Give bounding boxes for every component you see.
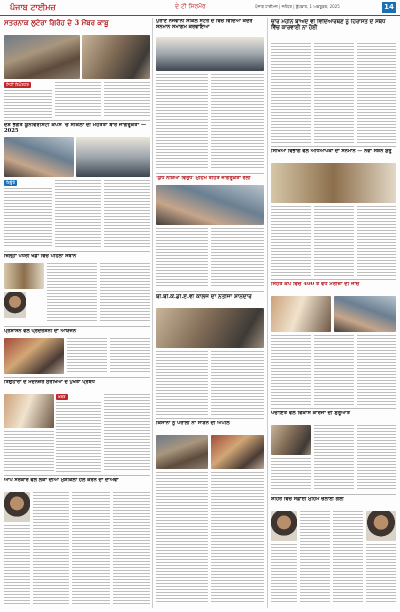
article-text [357,43,396,143]
news-photo [4,263,44,289]
article-text [211,351,264,415]
article-text [56,402,101,472]
article-text [211,74,264,170]
headline-1: ਸਤਰਨਾਕ ਲੁਟੇਰਾ ਗਿਰੋਹ ਦੇ 3 ਮੈਂਬਰ ਕਾਬੂ [4,19,109,27]
article-text [55,82,101,118]
news-photo [334,296,396,332]
headline-7: ਬੀ.ਬੀ.ਕੇ.ਡੀ.ਏ.ਵੀ ਕਾਲਜ ਦਾ ਨਤੀਜਾ ਸ਼ਾਨਦਾਰ [156,294,252,300]
divider [4,120,150,121]
divider [271,279,396,280]
news-photo [271,296,331,332]
divider [156,291,264,292]
news-photo [156,308,264,348]
headline-5: ਜ਼ਿਲ੍ਹਾ ਪੱਧਰੀ ਖੇਡਾਂ ਵਿੱਚ ਪਹਿਲਾ ਸਥਾਨ [4,254,77,259]
headline-4: ਦੇਸ਼ ਭਗਤ ਯੂਨੀਵਰਸਿਟੀ ਕੈਂਪਸ 'ਚ ਸਕਿੱਲਾਂ ਦੀ ਮਹੱਤਤਾ ਬਾਰੇ ਜਾਗਰੂਕਤਾ — 2025 [4,123,147,134]
article-text [156,74,208,170]
news-photo [4,338,64,374]
divider [4,251,150,252]
news-photo [4,35,80,79]
article-text [271,544,297,604]
article-text [156,472,208,604]
article-text [366,544,396,604]
article-text [55,180,101,248]
news-photo [156,185,264,225]
divider [156,173,264,174]
article-text [211,228,264,288]
article-text [300,511,330,604]
section-title: ਦੇ ਟੀ ਸਿਰਮੌਰ [175,3,206,10]
article-text [4,525,30,604]
headline-6: ਪ੍ਰਸ਼ਾਸਨ ਵੱਲੋਂ ਪ੍ਰਦਰਸ਼ਨੀ ਦਾ ਆਯੋਜਨ [4,329,76,334]
divider [4,377,150,378]
article-text [271,43,311,143]
column-divider [152,18,153,608]
divider [4,475,150,476]
dateline: ਪੰਜਾਬ ਟਾਈਮਜ਼ | ਜਲੰਧਰ | ਬੁੱਧਵਾਰ, 1 ਅਕਤੂਬਰ, 2025 [255,4,340,9]
article-text [314,43,354,143]
portrait-photo [366,511,396,541]
byline-tag: ਸਿਟੀ ਰਿਪੋਰਟਰ [6,82,29,87]
article-text [156,228,208,288]
article-text [72,492,110,604]
headline-9: 'ਯੁੱਧ ਨਸ਼ਿਆਂ ਵਿਰੁੱਧ' ਮੁਹਿੰਮ ਤਹਿਤ ਜਾਗਰੂਕਤਾ ਰੈਲੀ [156,176,251,181]
article-text [156,351,208,415]
divider [4,326,150,327]
portrait-photo [271,511,297,541]
article-text [104,82,150,118]
divider [156,418,264,419]
article-text [314,206,354,276]
headline-15: ਸ਼ਹਿਰ ਵਿੱਚ ਸਫ਼ਾਈ ਮੁਹਿੰਮ ਚਲਾਈ ਗਈ [271,497,344,502]
masthead [0,0,400,16]
headline-12: ਸਿੱਖਿਆ ਵਿਭਾਗ ਵੱਲੋਂ ਅਧਿਆਪਕਾਂ ਦਾ ਸਨਮਾਨ — ਨਵਾਂ ਸੈਸ਼ਨ ਸ਼ੁਰੂ [271,149,392,154]
article-text [314,335,354,405]
column-divider [267,18,268,608]
headline-2: ਪੁਰਾਣੇ ਨੌਜਵਾਨੀ ਸਕਿੱਲ ਸੈਂਟਰ ਦੇ ਵਿੱਚ ਵਿੱਦਿਆ ਕੇਂਦਰ ਸਨਮਾਨ ਸਮਾਗਮ ਕਰਵਾਇਆ [156,19,253,30]
article-text [110,338,150,374]
news-photo [156,37,264,71]
article-text [33,492,69,604]
article-text [113,492,150,604]
headline-8: ਤਿਉਹਾਰਾਂ ਦੇ ਮੱਦੇਨਜ਼ਰ ਸੁਰੱਖਿਆ ਦੇ ਪੁਖਤਾ ਪ੍ਰਬੰਧ [4,380,95,385]
article-text [4,431,54,472]
byline-tag: ਬਿਊਰੋ [6,180,16,185]
article-text [271,458,311,491]
divider [271,494,396,495]
news-photo [271,425,311,455]
headline-3: ਚਾਰ ਮਹੀਨੇ ਬਾਅਦ ਵੀ ਵਿਦਿਆਰਥਣ ਨੂੰ ਹਿਰਾਸਤ ਦੇ ਸਬੰਧ ਵਿੱਚ ਕਾਰਵਾਈ ਨਾ ਹੋਈ [271,19,386,32]
article-text [4,90,52,118]
article-text [271,206,311,276]
article-text [4,188,52,248]
news-photo [4,394,54,428]
logo-text: ਪੰਜਾਬ ਟਾਈਮਜ਼ [10,3,56,12]
headline-13: ਸਿਹਤ ਕੈਂਪ ਵਿੱਚ 400 ਤੋਂ ਵੱਧ ਮਰੀਜ਼ਾਂ ਦੀ ਜਾਂਚ [271,282,360,287]
article-text [100,263,150,323]
article-text [333,511,363,604]
divider [271,146,396,147]
news-photo [271,163,396,203]
article-text [104,180,150,248]
article-text [357,206,396,276]
article-text [67,338,107,374]
article-text [357,425,396,491]
headline-14: ਪੰਚਾਇਤ ਵੱਲੋਂ ਵਿਕਾਸ ਕਾਰਜਾਂ ਦੀ ਸ਼ੁਰੂਆਤ [271,411,351,416]
news-photo [211,435,264,469]
portrait-photo [4,292,26,318]
newspaper-logo [6,2,60,14]
news-photo [156,435,208,469]
article-text [357,335,396,405]
headline-10: ਆਪ ਸਰਕਾਰ ਵੱਲੋਂ ਲੋਕਾਂ ਦੀਆਂ ਮੁਸ਼ਕਿਲਾਂ ਹੱਲ ਕਰਨ ਦਾ ਦਾਅਵਾ [4,478,119,483]
byline-tag: ਖ਼ਬਰ [58,394,66,399]
portrait-photo [4,492,30,522]
article-text [104,394,150,472]
news-photo [76,137,150,177]
article-text [271,335,311,405]
page-number: 14 [382,2,396,13]
article-text [314,425,354,491]
news-photo [4,137,74,177]
article-text [47,263,97,323]
headline-11: ਕਿਸਾਨਾਂ ਨੂੰ ਪਰਾਲੀ ਨਾ ਸਾੜਨ ਦੀ ਅਪੀਲ [156,421,230,426]
divider [271,408,396,409]
article-text [211,472,264,604]
news-photo [82,35,150,79]
